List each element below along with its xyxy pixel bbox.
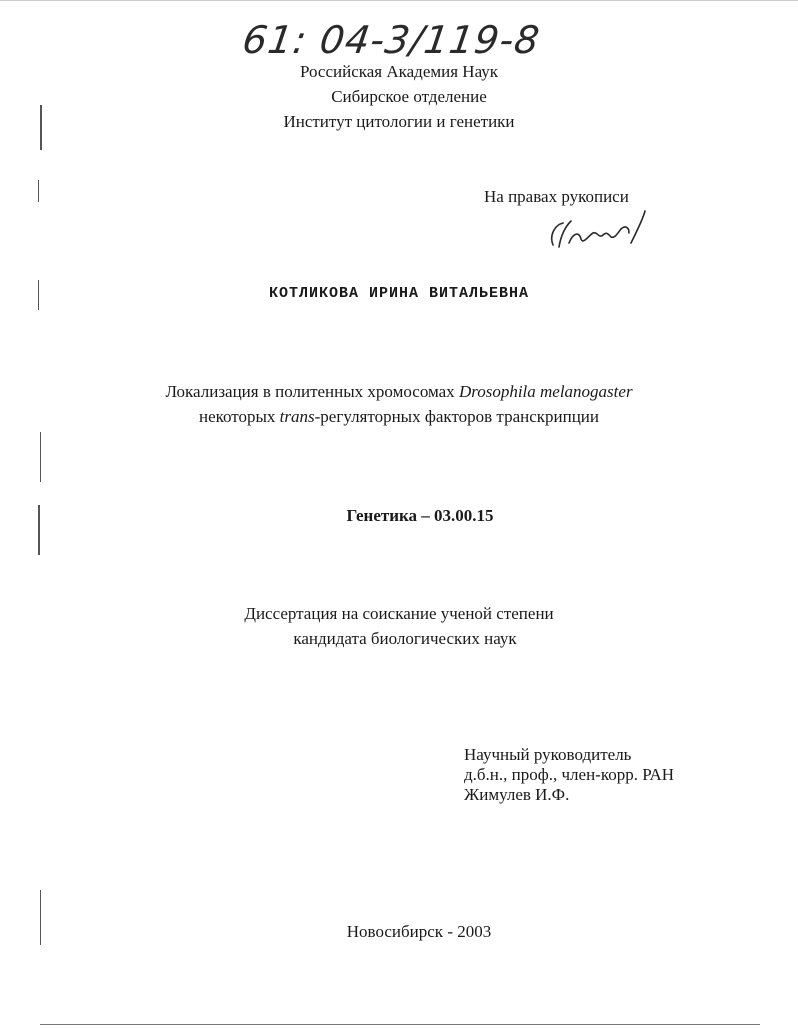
advisor-name: Жимулев И.Ф. (464, 785, 570, 804)
scan-bottom-rule (40, 1024, 760, 1025)
author-name: КОТЛИКОВА ИРИНА ВИТАЛЬЕВНА (268, 285, 530, 302)
title-line-2 (0, 404, 798, 429)
institution-line-academy: Российская Академия Наук (299, 62, 499, 81)
dissertation-title (0, 379, 798, 429)
title-line-2-suffix: -регуляторных факторов транскрипции (314, 407, 600, 426)
rights-note: На правах рукописи (484, 187, 629, 206)
signature (545, 205, 655, 255)
title-line-2-prefix: некоторых (198, 407, 280, 426)
scan-margin-mark (38, 180, 39, 202)
specialty-code: Генетика – 03.00.15 (346, 506, 494, 525)
scan-top-rule (0, 0, 798, 1)
city-year: Новосибирск - 2003 (346, 922, 492, 941)
scientific-advisor (464, 745, 674, 805)
trans-term: trans (279, 407, 315, 426)
title-line-1 (0, 379, 798, 404)
degree-line-2: кандидата биологических наук (293, 629, 517, 648)
handwritten-catalog-number: 61: 04-3/119-8 (239, 18, 543, 62)
species-name: Drosophila melanogaster (458, 382, 633, 401)
institution-line-institute: Институт цитологии и генетики (283, 112, 515, 131)
advisor-credentials: д.б.н., проф., член-корр. РАН (464, 765, 675, 784)
institution-line-branch: Сибирское отделение (331, 87, 487, 106)
degree-statement (0, 601, 798, 651)
institution-header (0, 59, 798, 134)
degree-line-1: Диссертация на соискание ученой степени (244, 604, 554, 623)
advisor-role: Научный руководитель (464, 745, 632, 764)
scan-margin-mark (40, 432, 41, 482)
title-line-1-text: Локализация в политенных хромосомах (165, 382, 459, 401)
